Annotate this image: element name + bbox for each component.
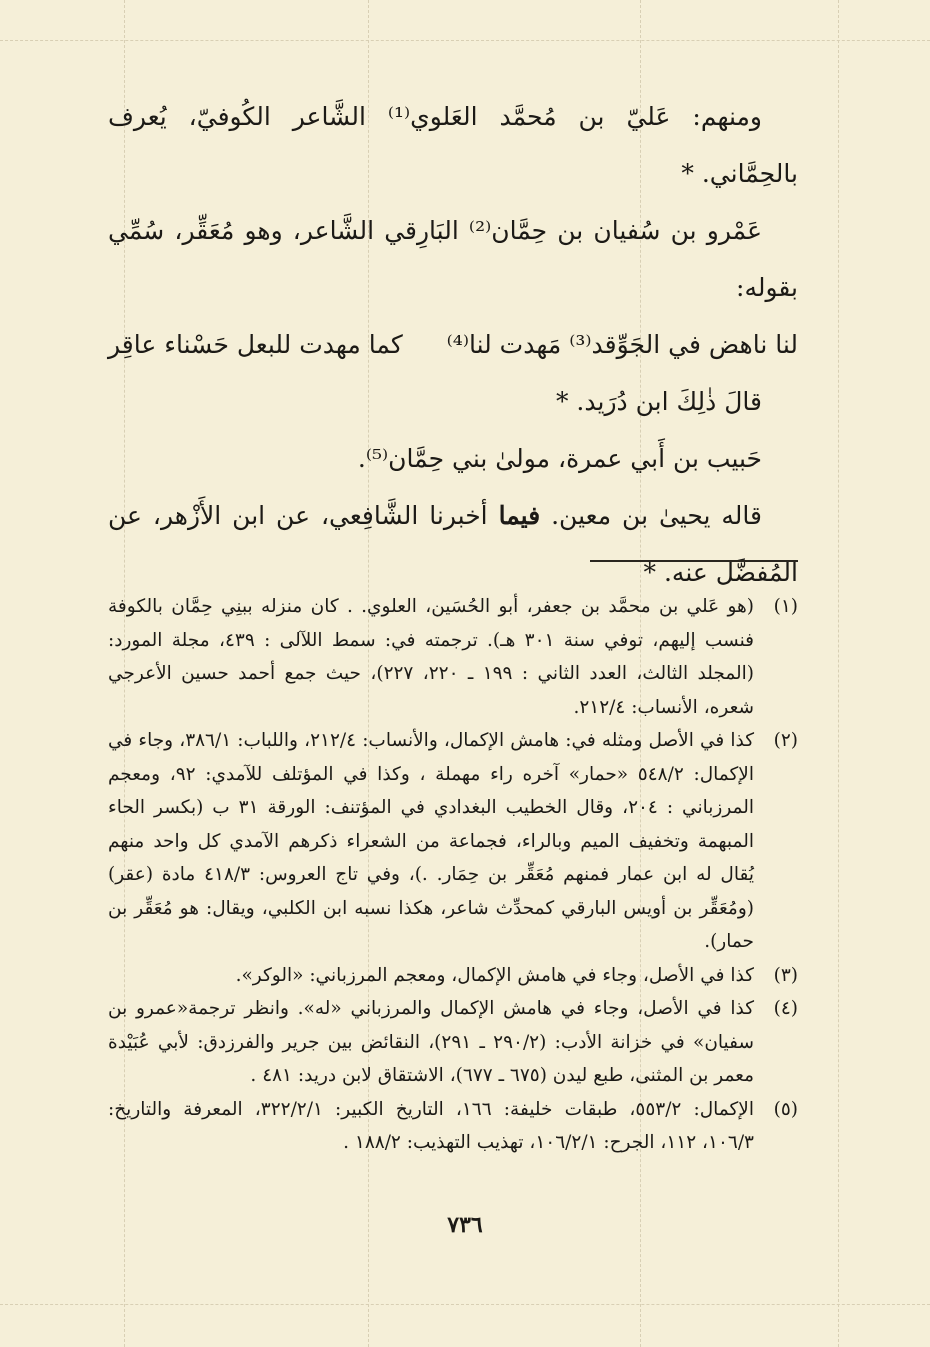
entry-amr-source: قالَ ذٰلِكَ ابن دُرَيد. *	[555, 387, 762, 416]
entry-habib-source	[108, 487, 798, 601]
source-fima: فيما	[498, 501, 541, 530]
verse-second-hemistich: كما مهدت للبعل حَسْناء عاقِر	[108, 330, 403, 359]
footnote-separator	[590, 560, 798, 562]
footnote-4	[108, 992, 798, 1093]
poetry-verse	[108, 316, 798, 373]
source-yahya: قاله يحيىٰ بن معين.	[551, 501, 762, 530]
main-text	[108, 88, 798, 601]
entry-amr-intro: عَمْرو بن سُفيان بن حِمَّان⁽²⁾ البَارِقي الشَّاعر، وهو مُعَقِّر، سُمِّي بقوله:	[108, 216, 798, 302]
verse-first-hemistich: لنا ناهض في الجَوِّقد⁽³⁾ مَهدت لنا⁽⁴⁾	[446, 330, 798, 359]
footnote-text: كذا في الأصل، وجاء في هامش الإكمال والمرزباني «له». وانظر ترجمة«عمرو بن سفيان» في خزانة الأدب: (٢٩٠/٢ ـ ٢٩١)، النقائض بين جرير والفرزدق: لأبي عُبَيْدة معمر بن المثنى، طبع ليدن (٦٧٥ ـ ٦٧٧)، الاشتقاق لابن دريد: ٤٨١ .	[108, 998, 754, 1086]
page-fold-line	[0, 1304, 930, 1305]
footnote-text: (هو عَلي بن محمَّد بن جعفر، أبو الحُسَين، العلوي. . كان منزله ببنِي حِمَّان بالكوفة فنسب إليهم، توفي سنة ٣٠١ هـ). ترجمته في: سمط اللآلى : ٤٣٩، مجلة المورد: (المجلد الثالث، العدد الثاني : ١٩٩ ـ ٢٢٠، ٢٢٧)، حيث جمع أحمد حسين الأعرجي شعره، الأنساب: ٢١٢/٤.	[108, 596, 755, 718]
page-fold-line	[838, 0, 839, 1347]
footnote-text: كذا في الأصل ومثله في: هامش الإكمال، والأنساب: ٢١٢/٤، واللباب: ٣٨٦/١، وجاء في الإكمال: ٥٤٨/٢ «حمار» آخره راء مهملة ، وكذا في المؤتلف للآمدي: ٩٢، ومعجم المرزباني : ٢٠٤، وقال الخطيب البغدادي في المؤتنف: الورقة ٣١ ب (بكسر الحاء المبهمة وتخفيف الميم وبالراء، فجماعة من الشعراء ذكرهم الآمدي كل واحد منهم يُقال له ابن عمار فمنهم مُعَقِّر بن حِمَار. .)، وفي تاج العروس: ٤١٨/٣ مادة (عقر) (ومُعَقِّر بن أويس البارقي كمحدِّث شاعر، هكذا نسبه ابن الكلبي، ويقال: هو مُعَقِّر بن حمار).	[108, 730, 755, 952]
footnote-1	[108, 590, 798, 724]
footnote-2	[108, 724, 798, 959]
footnote-text: كذا في الأصل، وجاء في هامش الإكمال، ومعجم المرزباني: «الوكر».	[235, 964, 754, 986]
footnotes	[108, 590, 798, 1160]
entry-ali-alalawi: ومنهم: عَليّ بن مُحمَّد العَلوي⁽¹⁾ الشَّاعر الكُوفيّ، يُعرف بالحِمَّاني. *	[108, 102, 798, 188]
footnote-number: (٣)	[773, 964, 798, 986]
entry-habib: حَبيب بن أَبي عمرة، مولىٰ بني حِمَّان⁽⁵⁾.	[357, 444, 762, 473]
footnote-5	[108, 1093, 798, 1160]
footnote-number: (٢)	[773, 730, 798, 751]
footnote-3	[108, 959, 798, 993]
source-chain: أخبرنا الشَّافِعي، عن ابن الأَزْهر، عن المُفضَّل عنه. *	[108, 501, 798, 587]
footnote-text: الإكمال: ٥٥٣/٢، طبقات خليفة: ١٦٦، التاريخ الكبير: ٣٢٢/٢/١، المعرفة والتاريخ: ١٠٦/٣، ١١٢، الجرح: ١٠٦/٢/١، تهذيب التهذيب: ١٨٨/٢ .	[108, 1098, 754, 1153]
page-number: ٧٣٦	[447, 1212, 483, 1238]
page-fold-line	[0, 40, 930, 41]
footnote-number: (١)	[773, 596, 798, 617]
footnote-number: (٤)	[773, 998, 798, 1019]
footnote-number: (٥)	[773, 1098, 798, 1120]
